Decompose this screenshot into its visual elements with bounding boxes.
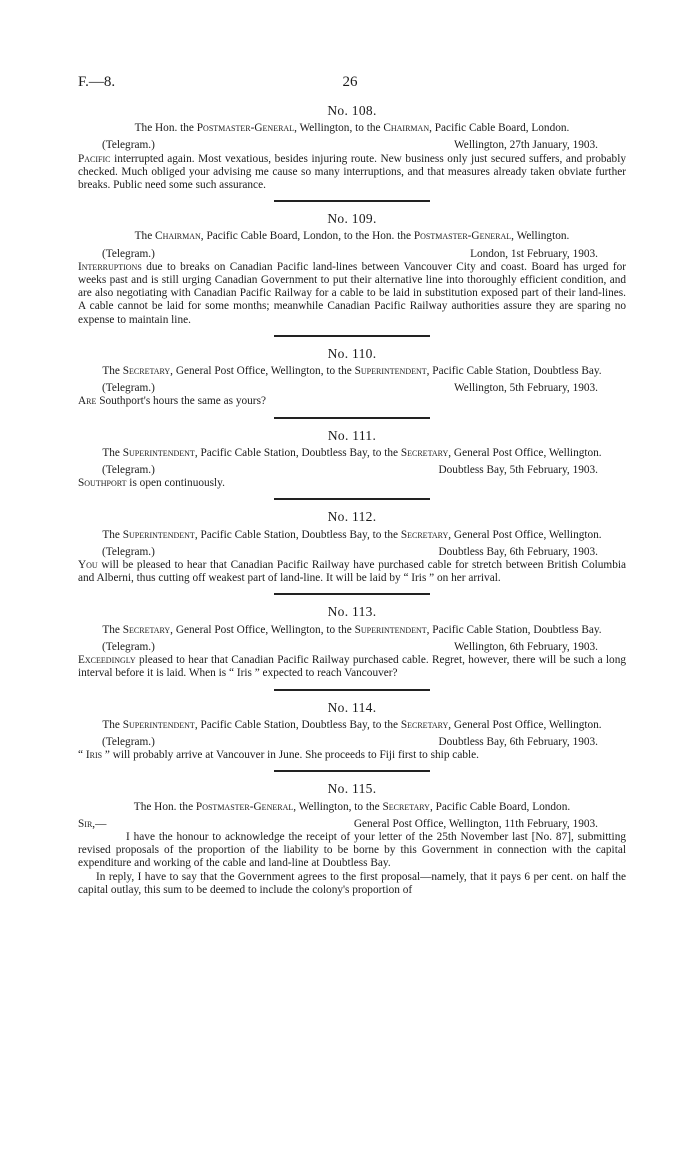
entry-address: The Superintendent, Pacific Cable Station, Doubtless Bay, to the Secretary, General Post Office, Wellington.	[102, 718, 602, 731]
section-divider	[274, 498, 430, 500]
entry-address: The Superintendent, Pacific Cable Station, Doubtless Bay, to the Secretary, General Post Office, Wellington.	[102, 446, 602, 459]
section-divider	[274, 200, 430, 202]
entry-body: “ Iris ” will probably arrive at Vancouver in June. She proceeds to Fiji first to ship cable.	[78, 749, 479, 762]
letter-paragraph: I have the honour to acknowledge the receipt of your letter of the 25th November last [No. 87], submitting revised proposals of the proportion of the liability to be borne by this Government in connection with the capital expenditure and working of the cable and land-line at Doubtless Bay.	[78, 830, 626, 870]
entry-body: Southport is open continuously.	[78, 477, 225, 490]
entry-body: Exceedingly pleased to hear that Canadian Pacific Railway purchased cable. Regret, however, there will be such a long interval before it is laid. When is “ Iris ” expected to reach Vancouver?	[78, 654, 626, 680]
section-divider	[274, 335, 430, 337]
entry-number: No. 110.	[327, 345, 377, 361]
entry-meta	[78, 382, 626, 395]
letter-place-date: General Post Office, Wellington, 11th February, 1903.	[353, 817, 598, 830]
entry-address: The Hon. the Postmaster-General, Wellington, to the Secretary, Pacific Cable Board, London.	[133, 800, 571, 813]
letter-entry-115	[78, 782, 626, 897]
section-divider	[274, 689, 430, 691]
telegram-entry-112	[78, 510, 626, 585]
telegram-entry-109	[78, 212, 626, 327]
section-divider	[274, 770, 430, 772]
section-divider	[274, 417, 430, 419]
entry-place-date: Doubtless Bay, 5th February, 1903.	[438, 464, 598, 477]
document-body	[78, 102, 626, 897]
entry-medium: (Telegram.)	[102, 545, 155, 558]
entry-medium: (Telegram.)	[102, 139, 155, 152]
entry-address: The Superintendent, Pacific Cable Station, Doubtless Bay, to the Secretary, General Post Office, Wellington.	[102, 528, 602, 541]
entry-body: You will be pleased to hear that Canadian Pacific Railway have purchased cable for stretch between British Columbia and Alberni, thus cutting off weakest part of land-line. It will be laid by “ Iris ” on her arrival.	[78, 559, 626, 585]
entry-medium: (Telegram.)	[102, 640, 155, 653]
entry-meta	[78, 139, 626, 152]
telegram-entry-108	[78, 104, 626, 192]
entry-meta	[78, 736, 626, 749]
entry-medium: (Telegram.)	[102, 464, 155, 477]
section-divider	[274, 593, 430, 595]
entry-number: No. 108.	[327, 103, 377, 118]
entry-meta	[78, 546, 626, 559]
entry-address: The Hon. the Postmaster-General, Wellington, to the Chairman, Pacific Cable Board, London.	[134, 122, 570, 135]
entry-meta	[78, 464, 626, 477]
entry-address: The Secretary, General Post Office, Wellington, to the Superintendent, Pacific Cable Station, Doubtless Bay.	[102, 623, 602, 636]
entry-meta	[78, 248, 626, 261]
entry-address: The Secretary, General Post Office, Wellington, to the Superintendent, Pacific Cable Station, Doubtless Bay.	[102, 365, 602, 378]
entry-place-date: Wellington, 5th February, 1903.	[454, 382, 598, 395]
entry-number: No. 113.	[327, 604, 377, 620]
entry-place-date: Doubtless Bay, 6th February, 1903.	[438, 545, 598, 558]
paper-reference: F.—8.	[78, 74, 116, 90]
entry-number: No. 114.	[327, 699, 377, 715]
entry-medium: (Telegram.)	[102, 247, 155, 260]
letter-salutation: Sir,—	[78, 817, 107, 830]
entry-body: Interruptions due to breaks on Canadian Pacific land-lines between Vancouver City and coast. Board has urged for weeks past and is still urging Canadian Government to put their alternative line into thoroughly efficient condition, and are also negotiating with Canadian Pacific Railway for a cable to be laid in substitution exposed part of their land-lines. A cable cannot be laid for some months; meanwhile Canadian Pacific Railway authorities assure they are sparing no expense to maintain line.	[78, 260, 626, 326]
entry-meta	[78, 641, 626, 654]
entry-place-date: Wellington, 27th January, 1903.	[454, 139, 598, 152]
entry-number: No. 112.	[327, 509, 377, 525]
telegram-entry-114	[78, 701, 626, 763]
telegram-entry-110	[78, 347, 626, 409]
page-number: 26	[342, 74, 358, 90]
letter-paragraph: In reply, I have to say that the Government agrees to the first proposal—namely, that it pays 6 per cent. on half the capital outlay, this sum to be deemed to include the colony's proportion of	[78, 870, 626, 896]
entry-medium: (Telegram.)	[102, 382, 155, 395]
entry-number: No. 115.	[327, 781, 377, 797]
entry-address: The Chairman, Pacific Cable Board, London, to the Hon. the Postmaster-General, Wellington.	[134, 230, 570, 243]
entry-number: No. 109.	[327, 211, 377, 227]
entry-place-date: Doubtless Bay, 6th February, 1903.	[438, 735, 598, 748]
entry-place-date: London, 1st February, 1903.	[470, 247, 598, 260]
telegram-entry-111	[78, 429, 626, 491]
entry-body: Pacific interrupted again. Most vexatious, besides injuring route. New business only just secured suffers, and probably checked. Much obliged your advising me cause so many interruptions, and that measures already taken obviate further breaks. Public need some such assurance.	[78, 152, 626, 192]
telegram-entry-113	[78, 605, 626, 680]
entry-number: No. 111.	[327, 427, 377, 443]
entry-body: Are Southport's hours the same as yours?	[78, 395, 266, 408]
entry-medium: (Telegram.)	[102, 735, 155, 748]
entry-place-date: Wellington, 6th February, 1903.	[454, 640, 598, 653]
letter-salutation-line	[78, 818, 626, 831]
page-header	[78, 74, 622, 96]
